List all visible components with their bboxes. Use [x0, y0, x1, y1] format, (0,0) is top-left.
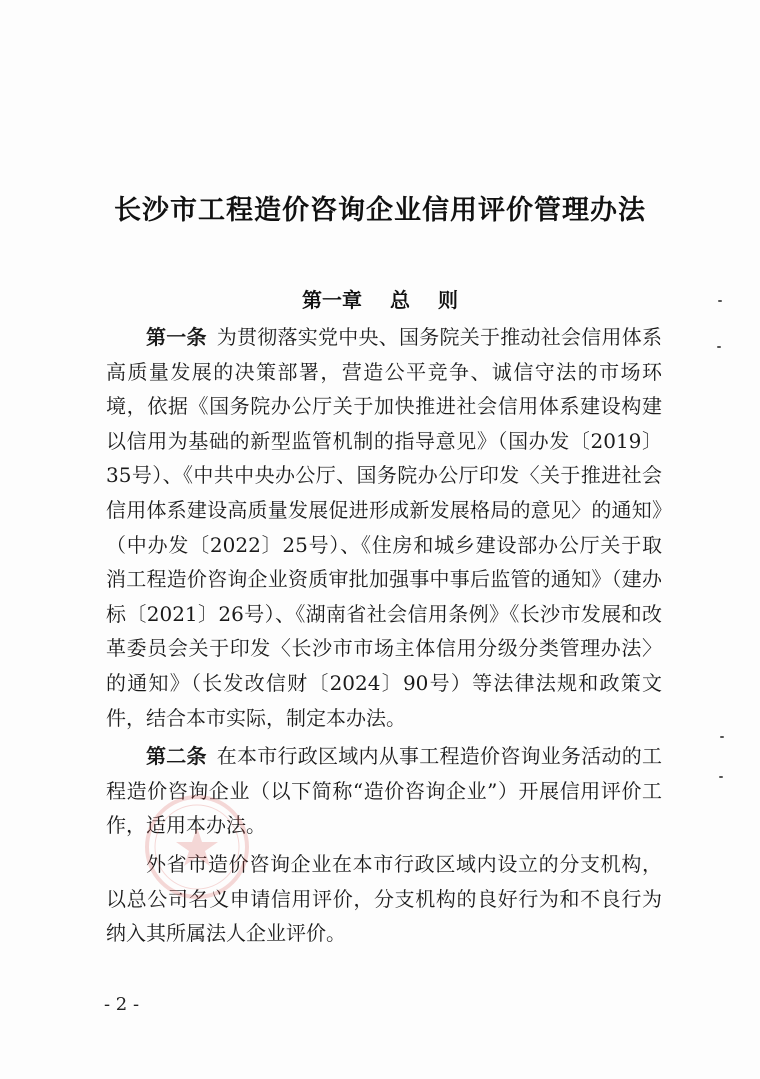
- chapter-title-char-1: 总: [390, 288, 410, 312]
- chapter-title-char-2: 则: [438, 288, 458, 312]
- scan-speck: [718, 300, 722, 302]
- article-1: [106, 320, 662, 735]
- article-2: [106, 739, 662, 843]
- page-number: - 2 -: [104, 994, 140, 1015]
- article-2-number: 第二条: [146, 744, 207, 769]
- scan-speck: [720, 736, 724, 738]
- article-2-text: 在本市行政区域内从事工程造价咨询业务活动的工程造价咨询企业（以下简称“造价咨询企业”）开展信用评价工作，适用本办法。: [106, 744, 662, 838]
- scan-speck: [717, 346, 721, 348]
- scan-speck: [719, 776, 723, 778]
- article-1-number: 第一条: [146, 325, 207, 349]
- article-2-paragraph-2: 外省市造价咨询企业在本市行政区域内设立的分支机构，以总公司名义申请信用评价，分支机构的良好行为和不良行为纳入其所属法人企业评价。: [106, 851, 662, 946]
- body-text: [106, 320, 662, 951]
- article-1-text: 为贯彻落实党中央、国务院关于推动社会信用体系高质量发展的决策部署，营造公平竞争、诚信守法的市场环境，依据《国务院办公厅关于加快推进社会信用体系建设构建以信用为基础的新型监管机制的指导意见》（国办发〔2019〕35号）、《中共中央办公厅、国务院办公厅印发〈关于推进社会信用体系建设高质量发展促进形成新发展格局的意见〉的通知》（中办发〔2022〕25号）、《住房和城乡建设部办公厅关于取消工程造价咨询企业资质审批加强事中事后监管的通知》（建办标〔2021〕26号）、《湖南省社会信用条例》《长沙市发展和改革委员会关于印发〈长沙市市场主体信用分级分类管理办法〉的通知》（长发改信财〔2024〕90号）等法律法规和政策文件，结合本市实际，制定本办法。: [106, 325, 662, 730]
- document-title: 长沙市工程造价咨询企业信用评价管理办法: [114, 195, 646, 226]
- chapter-heading: [0, 284, 760, 313]
- chapter-number: 第一章: [302, 288, 362, 312]
